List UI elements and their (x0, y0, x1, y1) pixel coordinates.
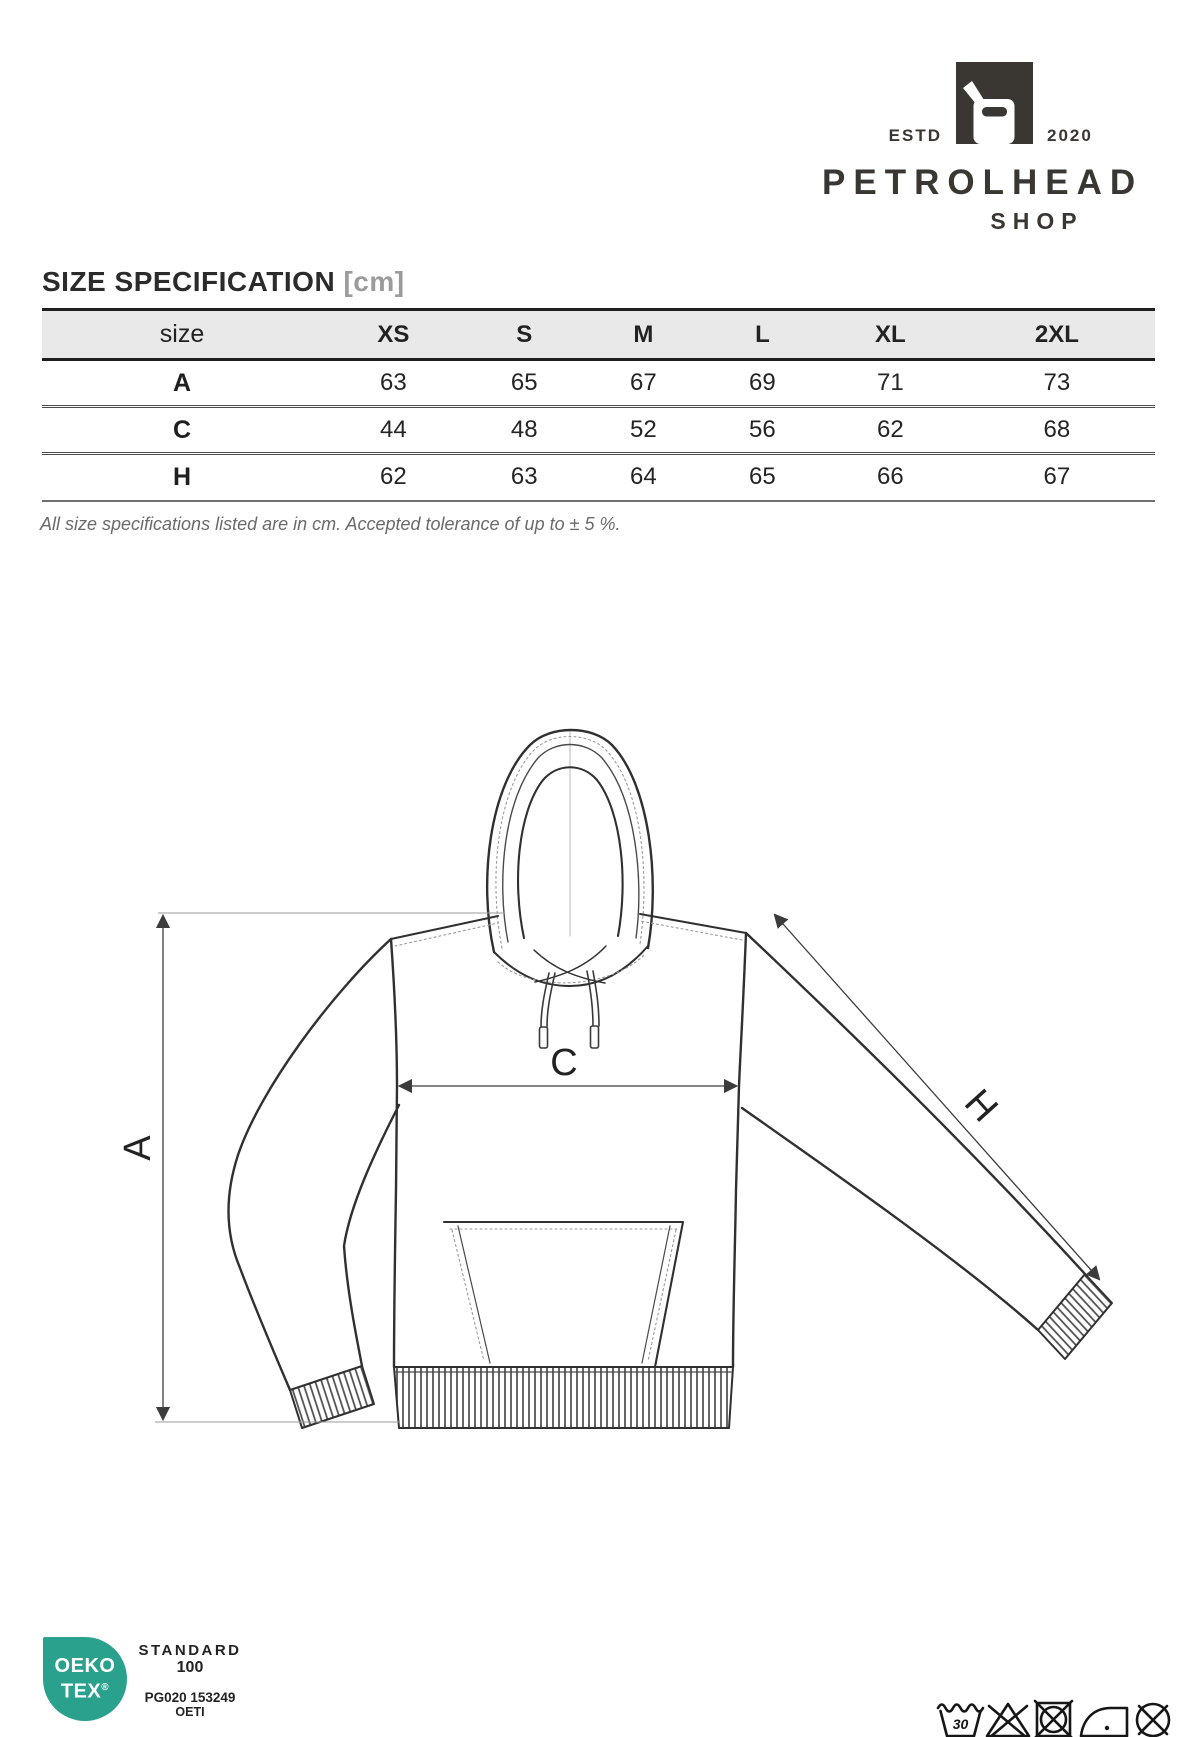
oeko-line1: OEKO (54, 1654, 116, 1677)
brand-estd-label: ESTD (888, 126, 942, 145)
value-cell: 73 (1043, 369, 1071, 396)
page-title-main: SIZE SPECIFICATION (42, 266, 336, 297)
table-row-h (42, 454, 1155, 501)
brand-name: PETROLHEAD (822, 163, 1144, 202)
row-label: C (172, 415, 192, 444)
iron-low-icon (1081, 1708, 1127, 1736)
do-not-dry-clean-icon (1137, 1704, 1169, 1736)
size-table (42, 308, 1155, 502)
dimension-a (155, 913, 505, 1422)
value-cell: 63 (510, 463, 538, 491)
value-cell: 67 (1043, 463, 1071, 491)
header-cell-s: S (516, 320, 533, 348)
value-cell: 62 (876, 416, 904, 443)
dim-h-label: H (956, 1081, 1006, 1131)
page-title (42, 266, 405, 298)
hoodie-sketch (228, 730, 1112, 1428)
header-cell-xs: XS (377, 320, 410, 348)
value-cell: 65 (749, 463, 776, 491)
value-cell: 56 (749, 416, 776, 443)
do-not-bleach-icon (987, 1704, 1029, 1737)
header-cell-l: L (755, 320, 770, 348)
header-cell-xl: XL (874, 320, 906, 348)
value-cell: 66 (876, 463, 904, 491)
oeko-tex-certificate (136, 1642, 244, 1719)
oeko-standard-label: STANDARD (138, 1642, 242, 1659)
jerry-can-icon (956, 62, 1033, 144)
value-cell: 71 (876, 369, 904, 396)
table-row-c (42, 407, 1155, 454)
oeko-institute: OETI (175, 1705, 205, 1719)
dimension-h (775, 915, 1099, 1279)
do-not-tumble-dry-icon (1035, 1701, 1072, 1737)
value-cell: 68 (1043, 416, 1071, 443)
header-cell-2xl: 2XL (1034, 320, 1079, 348)
header-cell-m: M (633, 320, 654, 348)
size-table-header-row (42, 310, 1155, 360)
oeko-tex-logo (43, 1637, 127, 1721)
dim-c-label: C (550, 1042, 578, 1084)
header-cell-size: size (159, 320, 205, 348)
value-cell: 52 (629, 416, 657, 443)
row-label: H (172, 462, 192, 491)
value-cell: 48 (510, 416, 538, 443)
brand-subtitle: SHOP (990, 208, 1084, 234)
dim-a-label: A (117, 1135, 159, 1161)
row-label: A (172, 368, 192, 397)
value-cell: 64 (629, 463, 657, 491)
hoodie-technical-drawing (100, 690, 1160, 1470)
oeko-line2: TEX® (60, 1680, 110, 1703)
value-cell: 63 (380, 369, 407, 396)
value-cell: 69 (749, 369, 776, 396)
kangaroo-pocket (444, 1222, 683, 1367)
table-row-a (42, 360, 1155, 407)
value-cell: 65 (510, 369, 538, 396)
value-cell: 44 (380, 416, 407, 443)
tolerance-note: All size specifications listed are in cm. Accepted tolerance of up to ± 5 %. (40, 514, 621, 534)
brand-year-label: 2020 (1047, 126, 1093, 145)
wash-temperature: 30 (952, 1716, 969, 1732)
value-cell: 67 (629, 369, 657, 396)
value-cell: 62 (380, 463, 407, 491)
care-symbols (935, 1698, 1178, 1737)
page-title-unit: [cm] (343, 266, 405, 297)
oeko-certificate-code: PG020 153249 (144, 1690, 236, 1705)
oeko-standard-number: 100 (176, 1659, 204, 1676)
